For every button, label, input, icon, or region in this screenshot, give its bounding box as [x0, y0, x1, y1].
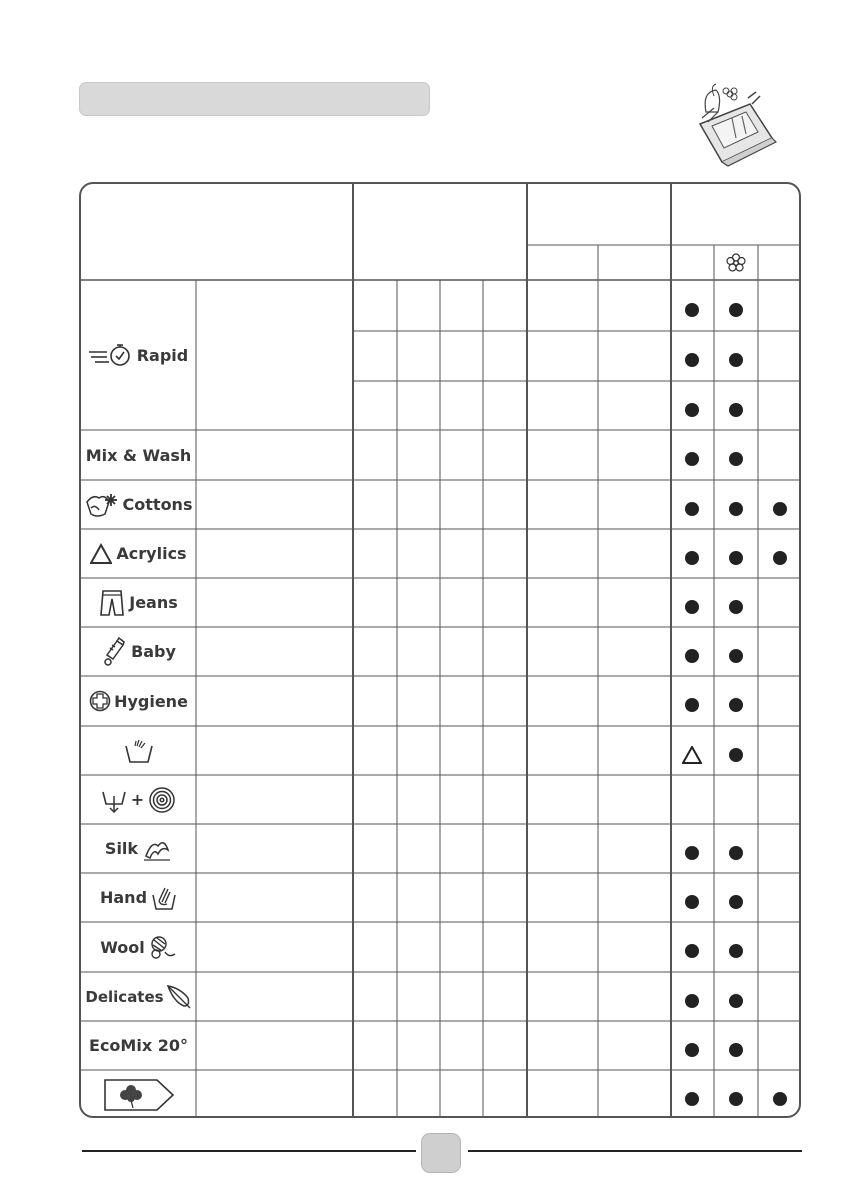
hygiene-cross-icon	[89, 690, 111, 712]
page-number-tab	[421, 1133, 461, 1173]
acrylics-mark-dot	[773, 551, 787, 565]
footer-line-right	[468, 1150, 802, 1152]
programme-ecomix-text: EcoMix 20°	[89, 1036, 188, 1055]
programme-baby-text: Baby	[131, 642, 176, 661]
programme-baby	[81, 627, 196, 676]
section-title-bar	[79, 82, 430, 116]
mix-wash-mark-dot	[729, 452, 743, 466]
rapid-mark-dot	[685, 403, 699, 417]
programme-cottons	[81, 480, 196, 529]
spin-icon	[148, 786, 176, 814]
programme-rapid	[81, 280, 196, 430]
programme-hygiene-text: Hygiene	[114, 691, 188, 711]
programme-jeans-text: Jeans	[129, 593, 178, 612]
triangle-icon	[90, 543, 112, 565]
hand-mark-dot	[685, 895, 699, 909]
programme-acrylics	[81, 529, 196, 578]
rapid-mark-dot	[729, 353, 743, 367]
programme-cottons-text: Cottons	[122, 495, 193, 514]
cotton-shirt-icon	[85, 492, 121, 518]
wool-mark-dot	[685, 944, 699, 958]
programme-table	[79, 182, 801, 1118]
rapid-mark-dot	[729, 303, 743, 317]
silk-icon	[142, 836, 172, 862]
cottons-mark-dot	[685, 502, 699, 516]
programme-silk	[81, 824, 196, 873]
mix-wash-mark-dot	[685, 452, 699, 466]
cotton-eco-mark-dot	[685, 1092, 699, 1106]
programme-delicates	[81, 972, 196, 1021]
cottons-mark-dot	[773, 502, 787, 516]
cottons-mark-dot	[729, 502, 743, 516]
silk-mark-dot	[685, 846, 699, 860]
programme-acrylics-text: Acrylics	[116, 544, 187, 563]
programme-hygiene	[81, 676, 196, 726]
stopwatch-icon	[89, 343, 133, 367]
acrylics-mark-dot	[685, 551, 699, 565]
rinse-mark-dot	[729, 748, 743, 762]
silk-mark-dot	[729, 846, 743, 860]
programme-drain-spin-text: +	[130, 790, 145, 809]
programme-mix-wash-text: Mix & Wash	[85, 445, 192, 465]
programme-drain-spin	[81, 775, 196, 824]
programme-wool	[81, 922, 196, 972]
cotton-eco-mark-dot	[773, 1092, 787, 1106]
programme-mix-wash	[81, 430, 196, 480]
baby-mark-dot	[729, 649, 743, 663]
programme-silk-text: Silk	[104, 839, 139, 858]
rinse-basin-icon	[124, 738, 154, 764]
hand-mark-dot	[729, 895, 743, 909]
programme-hand-text: Hand	[99, 888, 148, 907]
acrylics-mark-dot	[729, 551, 743, 565]
drain-icon	[101, 786, 127, 814]
programme-wool-text: Wool	[100, 937, 145, 957]
delicates-mark-dot	[729, 994, 743, 1008]
hand-wash-icon	[151, 885, 177, 911]
feather-icon	[166, 984, 192, 1010]
jeans-mark-dot	[729, 600, 743, 614]
rapid-mark-dot	[685, 303, 699, 317]
baby-mark-dot	[685, 649, 699, 663]
wool-mark-dot	[729, 944, 743, 958]
delicates-mark-dot	[685, 994, 699, 1008]
programme-delicates-text: Delicates	[85, 987, 164, 1006]
programme-hand	[81, 873, 196, 922]
cotton-flower-tag-icon	[103, 1078, 175, 1112]
programme-rapid-text: Rapid	[136, 345, 189, 365]
baby-bottle-icon	[101, 637, 127, 667]
cotton-eco-mark-dot	[729, 1092, 743, 1106]
wool-icon	[149, 934, 177, 960]
ecomix-mark-dot	[685, 1043, 699, 1057]
programme-rinse	[81, 726, 196, 775]
programme-jeans	[81, 578, 196, 627]
flower-icon	[725, 252, 747, 274]
jeans-icon	[99, 589, 125, 617]
hygiene-mark-dot	[685, 698, 699, 712]
ecomix-mark-dot	[729, 1043, 743, 1057]
rapid-mark-dot	[729, 403, 743, 417]
footer-line-left	[82, 1150, 416, 1152]
programme-cotton-eco	[81, 1070, 196, 1118]
jeans-mark-dot	[685, 600, 699, 614]
detergent-drawer-icon	[692, 82, 778, 168]
hygiene-mark-dot	[729, 698, 743, 712]
rinse-mark-triangle	[682, 746, 702, 764]
rapid-mark-dot	[685, 353, 699, 367]
programme-ecomix	[81, 1021, 196, 1070]
